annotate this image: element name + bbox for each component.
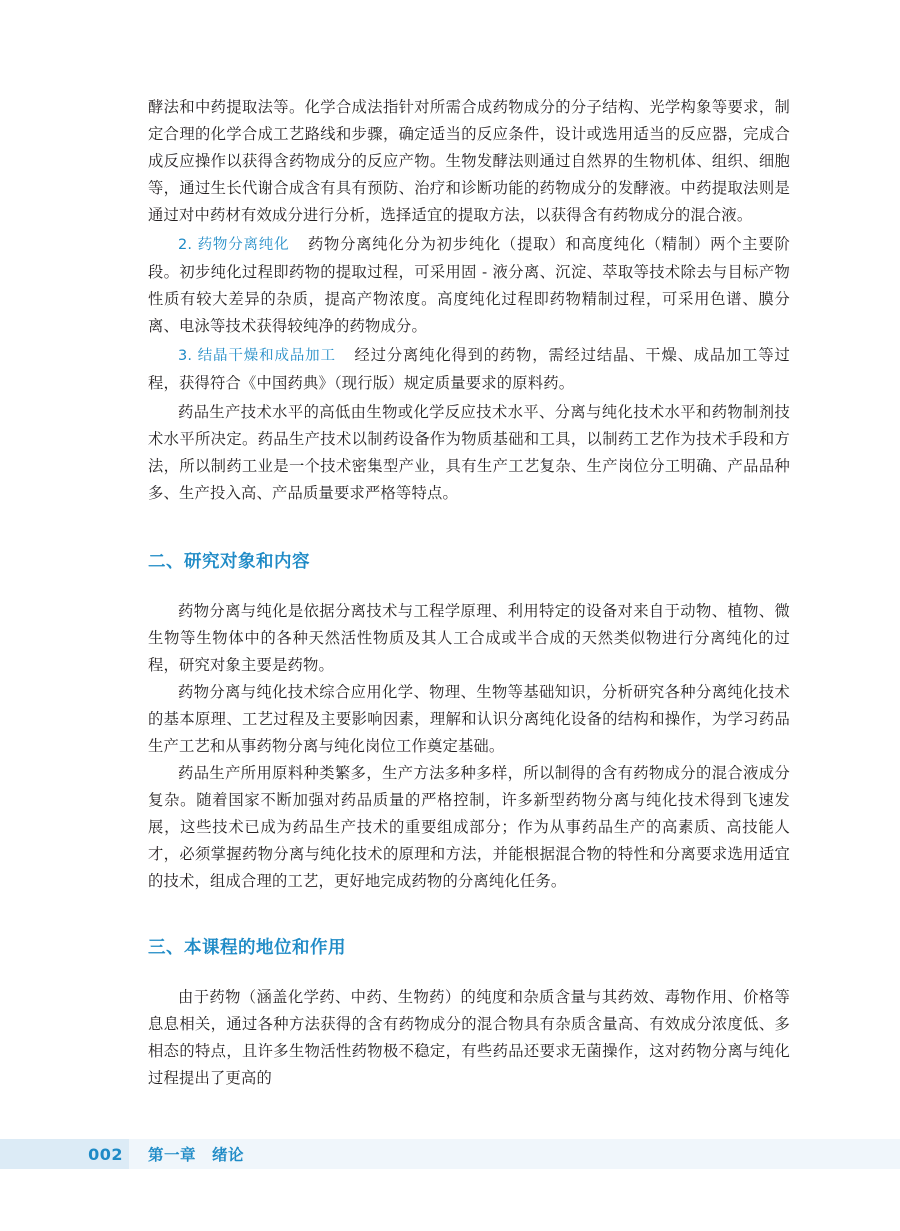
section-heading-3: 三、本课程的地位和作用 bbox=[148, 938, 346, 958]
list-item-3 bbox=[148, 342, 790, 397]
section-2-paragraph-1: 药物分离与纯化是依据分离技术与工程学原理、利用特定的设备对来自于动物、植物、微生物等生物体中的各种天然活性物质及其人工合成或半合成的天然类似物进行分离纯化的过程，研究对象主要是药物。 bbox=[148, 602, 790, 674]
list-item-2-text: 药物分离纯化分为初步纯化（提取）和高度纯化（精制）两个主要阶段。初步纯化过程即药物的提取过程，可采用固 - 液分离、沉淀、萃取等技术除去与目标产物性质有较大差异的杂质，提高产物浓度。高度纯化过程即药物精制过程，可采用色谱、膜分离、电泳等技术获得较纯净的药物成分。 bbox=[148, 235, 790, 335]
page-number: 002 bbox=[88, 1144, 123, 1164]
list-item-2 bbox=[148, 231, 790, 340]
page-footer bbox=[0, 1139, 900, 1169]
section-2-paragraph-3: 药品生产所用原料种类繁多，生产方法多种多样，所以制得的含有药物成分的混合液成分复杂。随着国家不断加强对药品质量的严格控制，许多新型药物分离与纯化技术得到飞速发展，这些技术已成为药品生产技术的重要组成部分；作为从事药品生产的高素质、高技能人才，必须掌握药物分离与纯化技术的原理和方法，并能根据混合物的特性和分离要求选用适宜的技术，组成合理的工艺，更好地完成药物的分离纯化任务。 bbox=[148, 764, 790, 890]
paragraph-production-tech: 药品生产技术水平的高低由生物或化学反应技术水平、分离与纯化技术水平和药物制剂技术水平所决定。药品生产技术以制药设备作为物质基础和工具，以制药工艺作为技术手段和方法，所以制药工业是一个技术密集型产业，具有生产工艺复杂、生产岗位分工明确、产品品种多、生产投入高、产品质量要求严格等特点。 bbox=[148, 403, 790, 502]
paragraph-continued: 酵法和中药提取法等。化学合成法指针对所需合成药物成分的分子结构、光学构象等要求，制定合理的化学合成工艺路线和步骤，确定适当的反应条件，设计或选用适当的反应器，完成合成反应操作以获得含药物成分的反应产物。生物发酵法则通过自然界的生物机体、组织、细胞等，通过生长代谢合成含有具有预防、治疗和诊断功能的药物成分的发酵液。中药提取法则是通过对中药材有效成分进行分析，选择适宜的提取方法，以获得含有药物成分的混合液。 bbox=[148, 98, 790, 224]
list-item-2-heading: 2. 药物分离纯化 bbox=[178, 237, 290, 253]
list-item-3-text: 经过分离纯化得到的药物，需经过结晶、干燥、成品加工等过程，获得符合《中国药典》（现行版）规定质量要求的原料药。 bbox=[148, 346, 791, 392]
chapter-label-box bbox=[129, 1139, 900, 1169]
list-item-3-heading: 3. 结晶干燥和成品加工 bbox=[178, 348, 336, 364]
section-3-paragraph-1: 由于药物（涵盖化学药、中药、生物药）的纯度和杂质含量与其药效、毒物作用、价格等息息相关，通过各种方法获得的含有药物成分的混合物具有杂质含量高、有效成分浓度低、多相态的特点，且许多生物活性药物极不稳定，有些药品还要求无菌操作，这对药物分离与纯化过程提出了更高的 bbox=[148, 988, 790, 1087]
section-heading-2: 二、研究对象和内容 bbox=[148, 552, 310, 572]
page-content bbox=[148, 94, 790, 1092]
chapter-title: 第一章 绪论 bbox=[148, 1146, 245, 1164]
page-number-box bbox=[0, 1139, 129, 1169]
section-2-paragraph-2: 药物分离与纯化技术综合应用化学、物理、生物等基础知识，分析研究各种分离纯化技术的基本原理、工艺过程及主要影响因素，理解和认识分离纯化设备的结构和操作，为学习药品生产工艺和从事药物分离与纯化岗位工作奠定基础。 bbox=[148, 683, 790, 755]
